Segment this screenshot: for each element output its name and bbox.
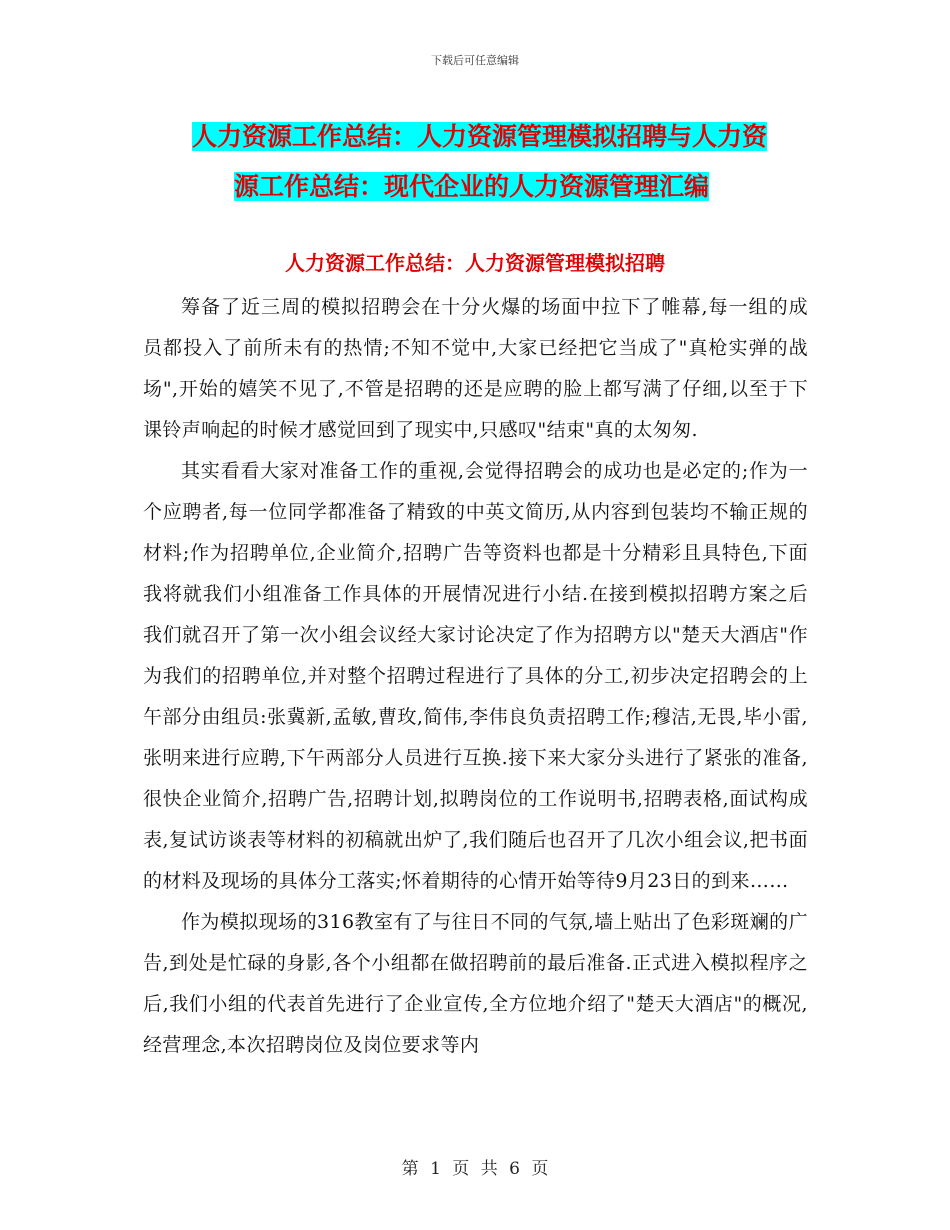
header-note: 下载后可任意编辑 <box>431 54 519 67</box>
title-highlight-2: 源工作总结：现代企业的人力资源管理汇编 <box>234 172 710 201</box>
title-highlight-1: 人力资源工作总结：人力资源管理模拟招聘与人力资 <box>192 122 768 151</box>
paragraph: 其实看看大家对准备工作的重视,会觉得招聘会的成功也是必定的;作为一个应聘者,每一位同学都准备了精致的中英文简历,从内容到包装均不输正规的材料;作为招聘单位,企业简介,招聘广告等资料也都是十分精彩且具特色,下面我将就我们小组准备工作具体的开展情况进行小结.在接到模拟招聘方案之后我们就召开了第一次小组会议经大家讨论决定了作为招聘方以"楚天大酒店"作为我们的招聘单位,并对整个招聘过程进行了具体的分工,初步决定招聘会的上午部分由组员:张冀新,孟敏,曹玫,简伟,李伟良负责招聘工作;穆洁,无畏,毕小雷,张明来进行应聘,下午两部分人员进行互换.接下来大家分头进行了紧张的准备,很快企业简介,招聘广告,招聘计划,拟聘岗位的工作说明书,招聘表格,面试构成表,复试访谈表等材料的初稿就出炉了,我们随后也召开了几次小组会议,把书面的材料及现场的具体分工落实;怀着期待的心情开始等待9月23日的到来…… <box>143 460 808 892</box>
section-title: 人力资源工作总结：人力资源管理模拟招聘 <box>285 251 665 275</box>
title-line-1 <box>140 112 820 162</box>
body-text <box>143 287 808 1066</box>
paragraph: 筹备了近三周的模拟招聘会在十分火爆的场面中拉下了帷幕,每一组的成员都投入了前所未有的热情;不知不觉中,大家已经把它当成了"真枪实弹的战场",开始的嬉笑不见了,不管是招聘的还是应聘的脸上都写满了仔细,以至于下课铃声响起的时候才感觉回到了现实中,只感叹"结束"真的太匆匆. <box>143 296 808 441</box>
paragraph: 作为模拟现场的316教室有了与往日不同的气氛,墙上贴出了色彩斑斓的广告,到处是忙碌的身影,各个小组都在做招聘前的最后准备.正式进入模拟程序之后,我们小组的代表首先进行了企业宣传,全方位地介绍了"楚天大酒店"的概况,经营理念,本次招聘岗位及岗位要求等内 <box>143 911 808 1056</box>
title-line-2 <box>140 162 820 212</box>
page-indicator: 第 1 页 共 6 页 <box>401 1159 549 1179</box>
document-title <box>140 112 820 212</box>
